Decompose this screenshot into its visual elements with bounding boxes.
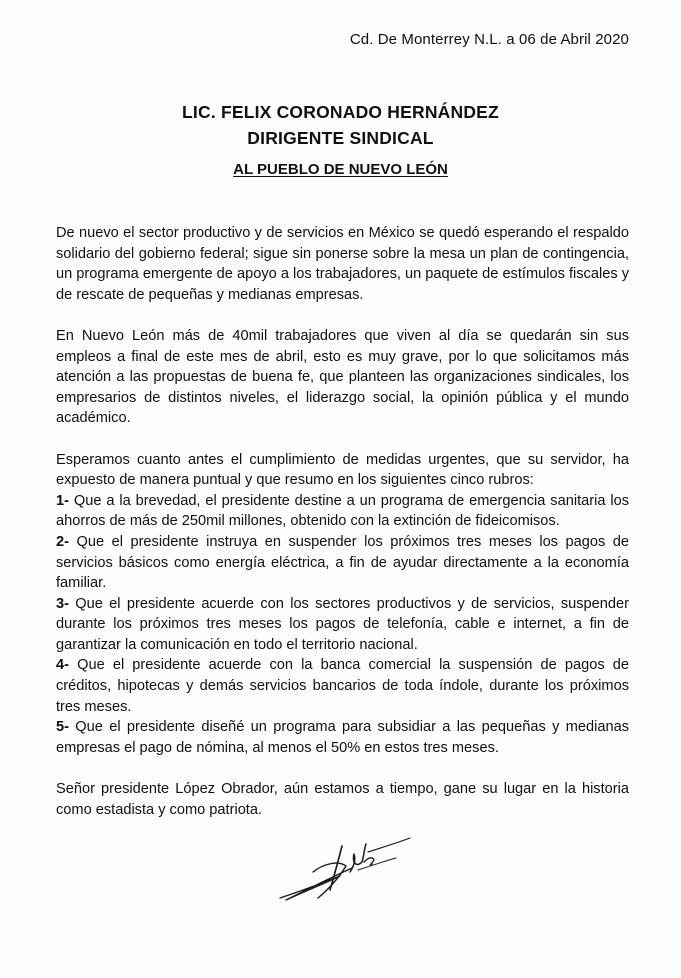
- sender-name: LIC. FELIX CORONADO HERNÁNDEZ: [182, 102, 499, 122]
- paragraph: En Nuevo León más de 40mil trabajadores que viven al día se quedarán sin sus empleos a final de este mes de abril, esto es muy grave, por lo que solicitamos más atención a las propuestas de buena fe, que planteen las organizaciones sindicales, los empresarios de distintos niveles, el liderazgo social, la opinión pública y el mundo académico.: [56, 327, 629, 427]
- item-text: Que a la brevedad, el presidente destine a un programa de emergencia sanitaria los ahorros de más de 250mil millones, obtenido con la extinción de fideicomisos.: [56, 492, 629, 530]
- letter-date: Cd. De Monterrey N.L. a 06 de Abril 2020: [349, 31, 629, 48]
- measures-list: [56, 491, 629, 759]
- paragraph: De nuevo el sector productivo y de servicios en México se quedó esperando el respaldo solidario del gobierno federal; sigue sin ponerse sobre la mesa un plan de contingencia, un programa emergente de apoyo a los trabajadores, un paquete de estímulos fiscales y de rescate de pequeñas y medianas empresas.: [56, 225, 629, 303]
- sender-role: DIRIGENTE SINDICAL: [247, 128, 434, 148]
- salutation: AL PUEBLO DE NUEVO LEÓN: [233, 161, 448, 178]
- list-item: [56, 594, 629, 656]
- letter-header: [0, 99, 681, 151]
- closing-paragraph: Señor presidente López Obrador, aún estamos a tiempo, gane su lugar en la historia como estadista y como patriota.: [56, 781, 629, 818]
- list-item: [56, 532, 629, 594]
- list-item: [56, 655, 629, 717]
- item-number: 2-: [56, 533, 69, 550]
- item-number: 3-: [56, 595, 69, 612]
- item-text: Que el presidente acuerde con la banca comercial la suspensión de pagos de créditos, hipotecas y demás servicios bancarios de toda índole, durante los próximos tres meses.: [56, 657, 629, 715]
- list-item: [56, 491, 629, 532]
- item-text: Que el presidente diseñé un programa para subsidiar a las pequeñas y medianas empresas el pago de nómina, al menos el 50% en estos tres meses.: [56, 719, 629, 756]
- item-number: 5-: [56, 719, 69, 736]
- item-number: 1-: [56, 492, 69, 509]
- letter-body: [56, 223, 629, 841]
- item-text: Que el presidente acuerde con los sectores productivos y de servicios, suspender durante los próximos tres meses los pagos de telefonía, cable e internet, a fin de garantizar la comunicación en todo el territorio nacional.: [56, 595, 629, 653]
- paragraph: Esperamos cuanto antes el cumplimiento de medidas urgentes, que su servidor, ha expuesto de manera puntual y que resumo en los siguientes cinco rubros:: [56, 451, 629, 489]
- item-number: 4-: [56, 657, 69, 674]
- item-text: Que el presidente instruya en suspender los próximos tres meses los pagos de servicios básicos como energía eléctrica, a fin de ayudar directamente a la economía familiar.: [56, 533, 629, 592]
- list-item: [56, 717, 629, 758]
- handwritten-signature: [268, 832, 418, 907]
